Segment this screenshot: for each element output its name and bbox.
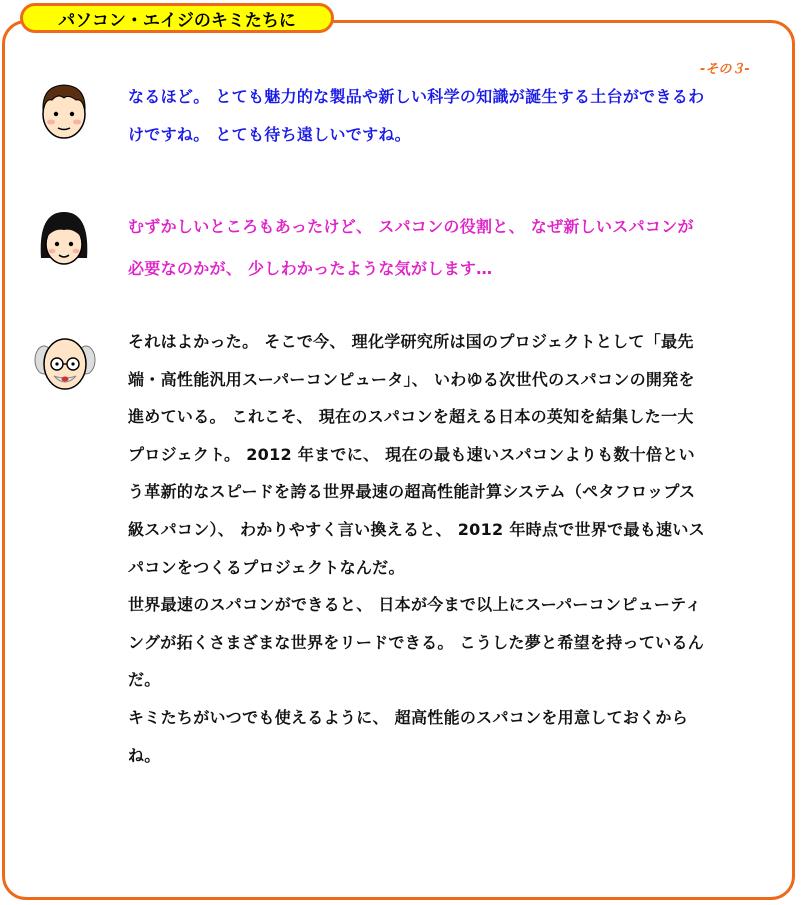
part-label: -その３- xyxy=(700,62,750,77)
teacher-paragraph: 世界最速のスパコンができると、 日本が今まで以上にスーパーコンピューティングが拓くさまざまな世界をリードできる。 こうした夢と希望を持っているんだ。 xyxy=(128,595,705,690)
teacher-paragraph: それはよかった。 そこで今、 理化学研究所は国のプロジェクトとして「最先端・高性能汎用スーパーコンピュータ」、 いわゆる次世代のスパコンの開発を進めている。 これこそ、 現在のスパコンを超える日本の英知を結集した一大プロジェクト。 2012 年までに、 現在の最も速いスパコンよりも数十倍という革新的なスピードを誇る世界最速の超高性能計算システム（ペタフロップス級スパコン）、 わかりやすく言い換えると、 2012 年時点で世界で最も速いスパコンをつくるプロジェクトなんだ。 xyxy=(128,332,705,577)
boy-dialogue xyxy=(128,78,708,154)
girl-line: むずかしいところもあったけど、 スパコンの役割と、 なぜ新しいスパコンが必要なのかが、 少しわかったような気がします… xyxy=(128,217,694,278)
boy-face-icon xyxy=(38,80,90,142)
teacher-dialogue xyxy=(128,323,708,774)
title-tab xyxy=(20,3,334,33)
girl-dialogue xyxy=(128,206,708,290)
boy-line: なるほど。 とても魅力的な製品や新しい科学の知識が誕生する土台ができるわけですね。 とても待ち遠しいですね。 xyxy=(128,87,705,144)
girl-face-icon xyxy=(38,208,90,270)
professor-face-icon xyxy=(34,330,96,394)
teacher-paragraph: キミたちがいつでも使えるように、 超高性能のスパコンを用意しておくからね。 xyxy=(128,707,689,765)
title-text: パソコン・エイジのキミたちに xyxy=(58,10,296,31)
